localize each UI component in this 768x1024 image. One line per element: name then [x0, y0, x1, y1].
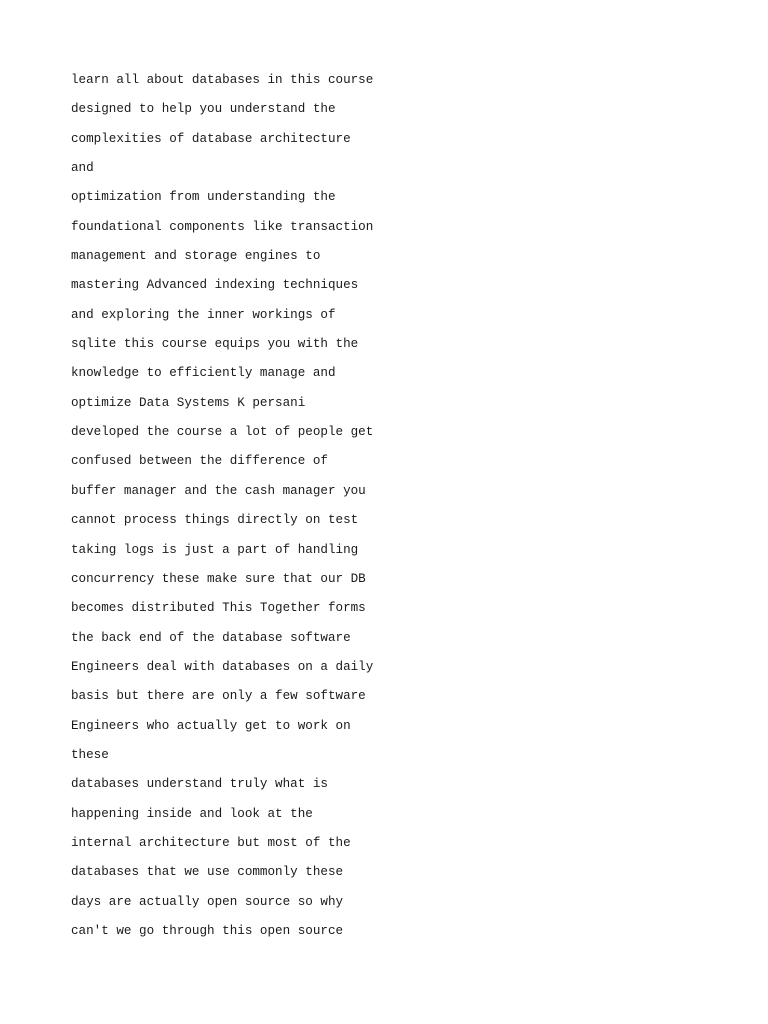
text-line: confused between the difference of [71, 454, 328, 469]
text-line: these [71, 747, 109, 762]
text-line: taking logs is just a part of handling [71, 542, 359, 557]
text-line: optimization from understanding the [71, 190, 336, 205]
text-line: management and storage engines to [71, 249, 321, 264]
text-line: happening inside and look at the [71, 806, 313, 821]
text-line: knowledge to efficiently manage and [71, 366, 336, 381]
text-line: basis but there are only a few software [71, 689, 366, 704]
text-line: Engineers deal with databases on a daily [71, 659, 374, 674]
text-line: Engineers who actually get to work on [71, 718, 351, 733]
text-line: days are actually open source so why [71, 894, 344, 909]
text-line: mastering Advanced indexing techniques [71, 278, 359, 293]
text-line: becomes distributed This Together forms [71, 601, 366, 616]
text-line: databases understand truly what is [71, 777, 328, 792]
text-line: optimize Data Systems K persani [71, 395, 306, 410]
text-line: complexities of database architecture [71, 131, 351, 146]
text-line: internal architecture but most of the [71, 835, 351, 850]
text-line: databases that we use commonly these [71, 865, 344, 880]
text-line: concurrency these make sure that our DB [71, 571, 366, 586]
transcript-text [71, 66, 711, 946]
text-line: the back end of the database software [71, 630, 351, 645]
text-line: can't we go through this open source [71, 923, 344, 938]
text-line: and [71, 161, 94, 176]
text-line: foundational components like transaction [71, 219, 374, 234]
text-line: cannot process things directly on test [71, 513, 359, 528]
text-line: developed the course a lot of people get [71, 425, 374, 440]
text-line: sqlite this course equips you with the [71, 337, 359, 352]
text-line: and exploring the inner workings of [71, 307, 336, 322]
text-line: buffer manager and the cash manager you [71, 483, 366, 498]
text-line: designed to help you understand the [71, 102, 336, 117]
text-line: learn all about databases in this course [71, 73, 374, 87]
